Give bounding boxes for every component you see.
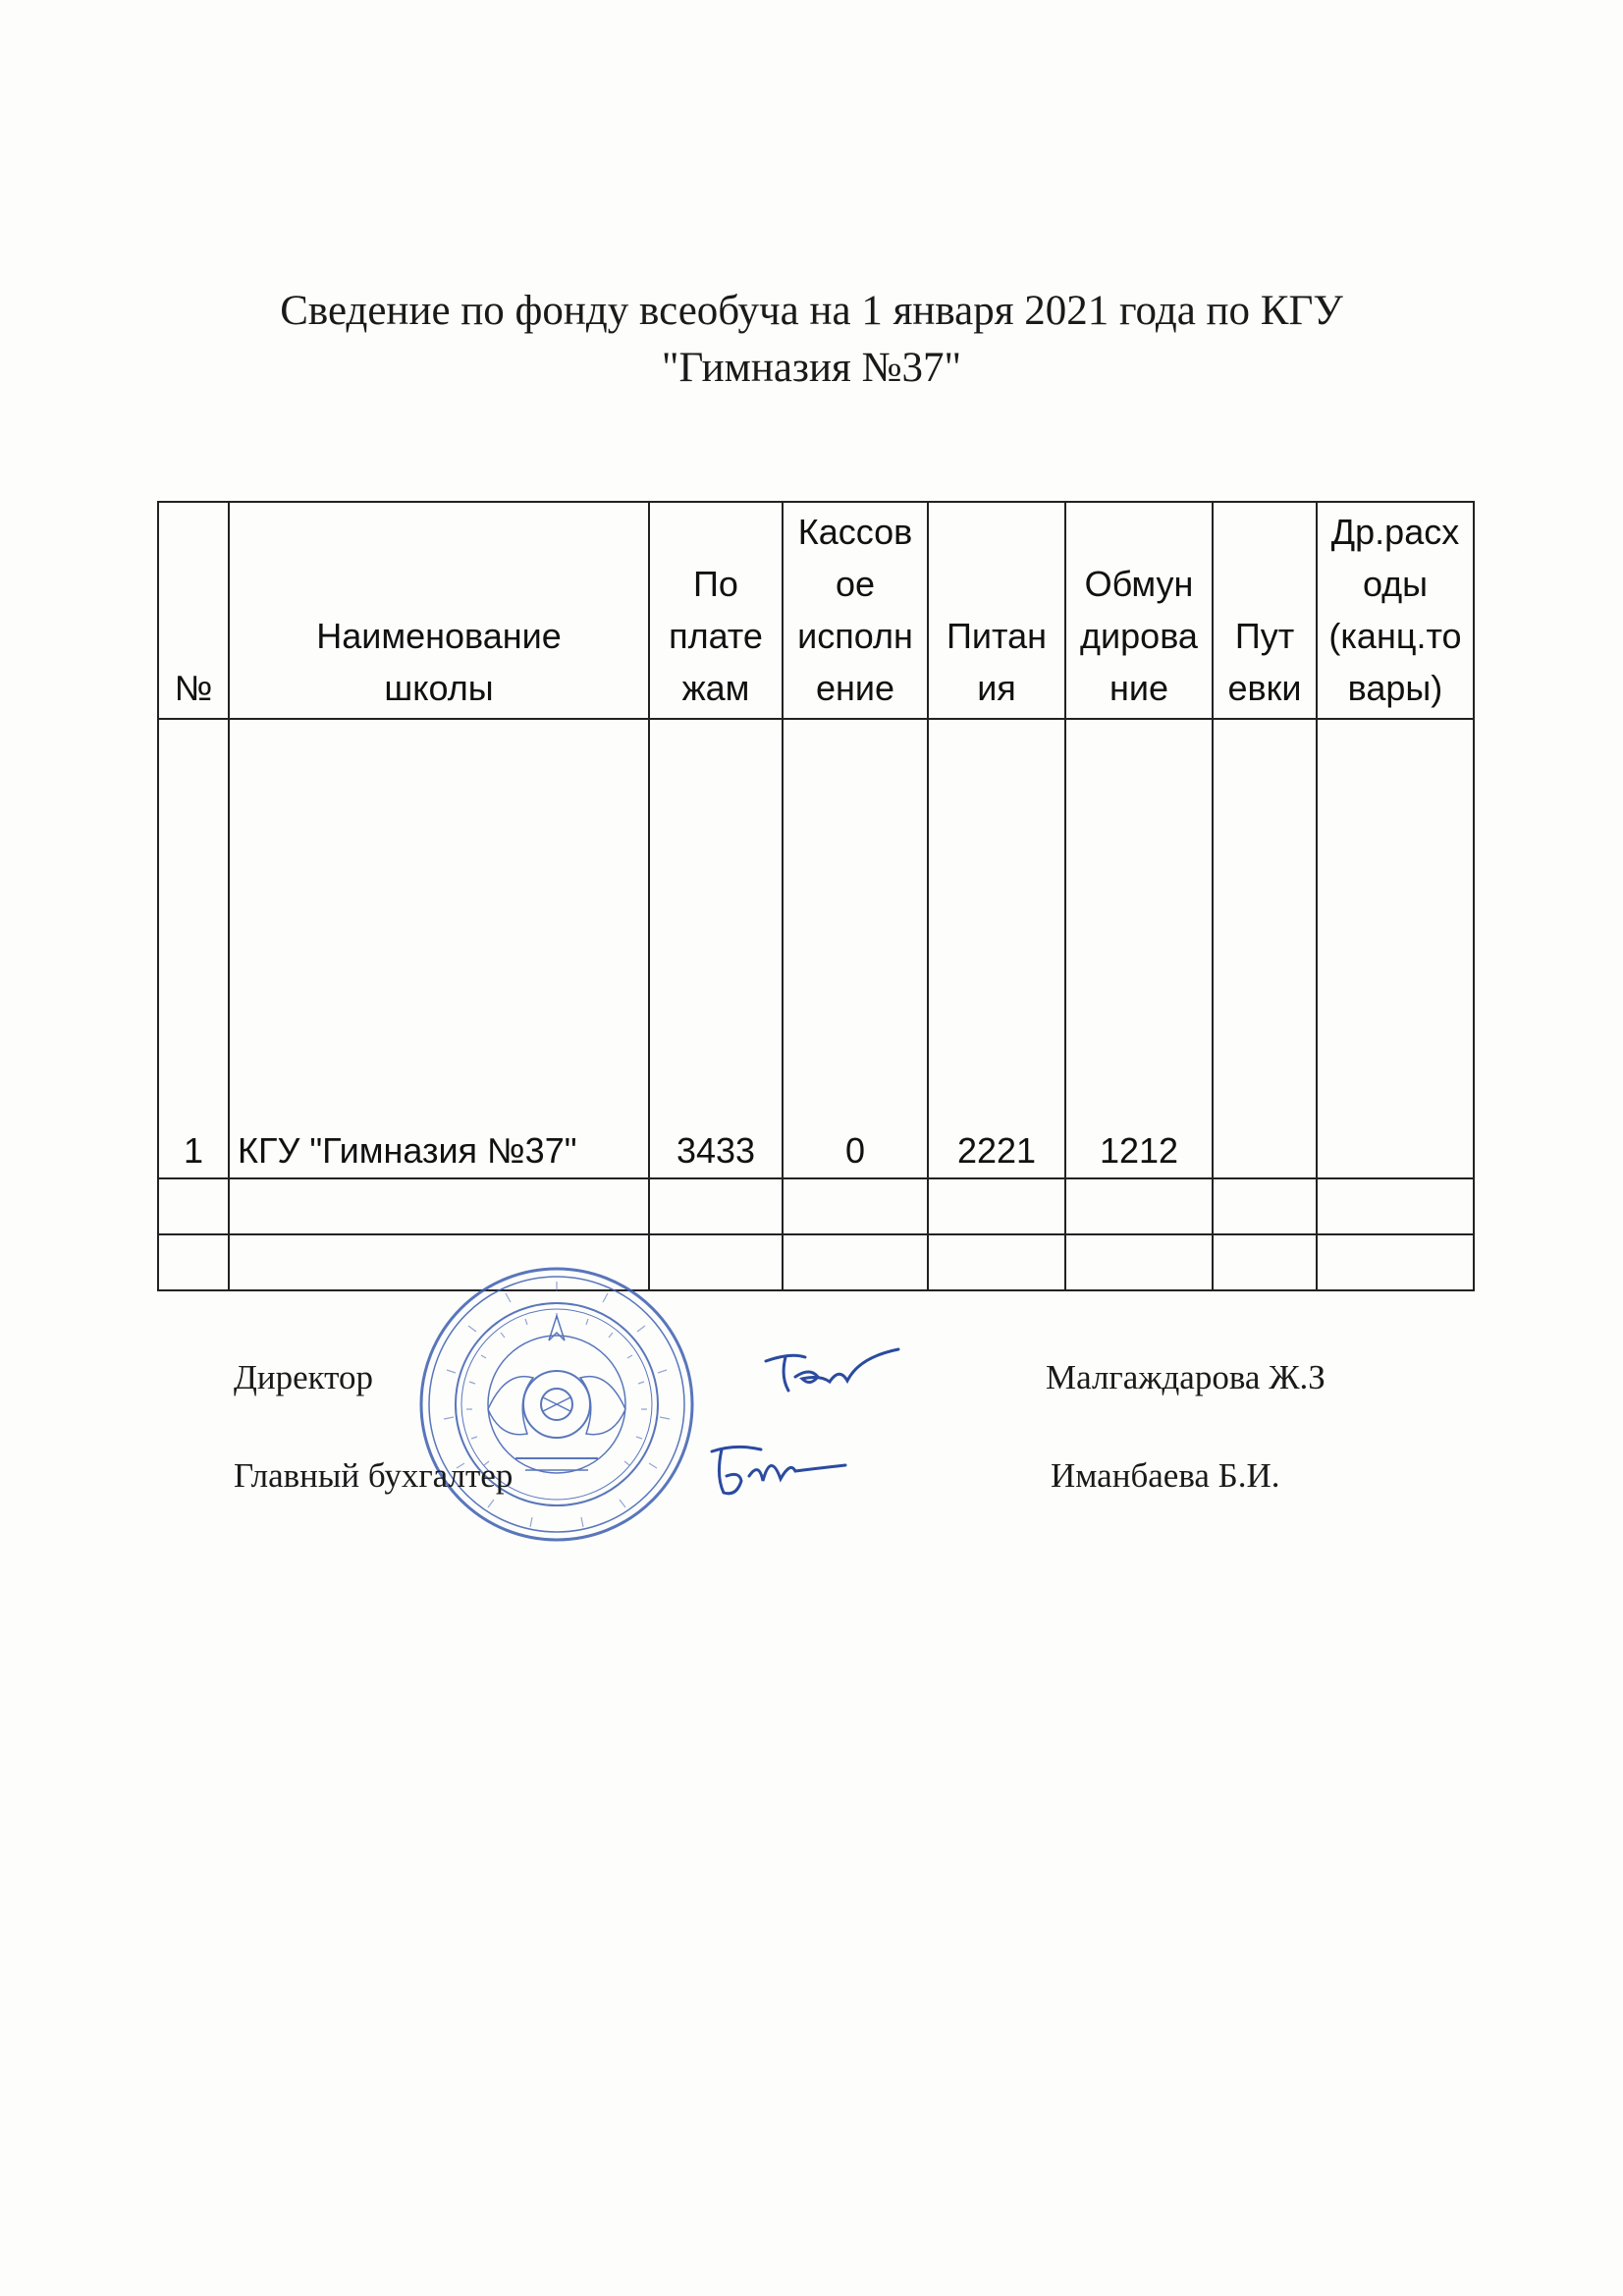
cell-uniforms: 1212 [1065, 719, 1213, 1178]
table-cell [1317, 1234, 1474, 1290]
table-cell [158, 1178, 229, 1234]
cell-vouchers [1213, 719, 1317, 1178]
director-signature-icon [761, 1347, 903, 1401]
table-cell [928, 1178, 1065, 1234]
table-cell [229, 1178, 649, 1234]
title-line-2: "Гимназия №37" [661, 345, 962, 391]
table-cell [1317, 1178, 1474, 1234]
table-cell [783, 1234, 928, 1290]
table-header-row [158, 502, 1474, 719]
table-cell [1213, 1234, 1317, 1290]
table-row [158, 719, 1474, 1178]
cell-school-name: КГУ "Гимназия №37" [229, 719, 649, 1178]
round-seal-icon [417, 1262, 697, 1547]
cell-number: 1 [158, 719, 229, 1178]
director-name: Малгаждарова Ж.З [1046, 1358, 1325, 1396]
accountant-name: Иманбаева Б.И. [1051, 1456, 1280, 1495]
cell-other-expenses [1317, 719, 1474, 1178]
document-title [0, 283, 1623, 397]
table-cell [1213, 1178, 1317, 1234]
header-cash-execution: Кассов ое исполн ение [783, 502, 928, 719]
accountant-signature-icon [702, 1442, 849, 1501]
accountant-label: Главный бухгалтер [234, 1456, 514, 1495]
director-label: Директор [234, 1358, 374, 1396]
header-meals: Питан ия [928, 502, 1065, 719]
header-payments: По плате жам [649, 502, 783, 719]
cell-cash-execution: 0 [783, 719, 928, 1178]
table-cell [1065, 1234, 1213, 1290]
table-row [158, 1234, 1474, 1290]
cell-payments: 3433 [649, 719, 783, 1178]
header-number: № [158, 502, 229, 719]
header-other-expenses: Др.расх оды (канц.то вары) [1317, 502, 1474, 719]
header-uniforms: Обмун дирова ние [1065, 502, 1213, 719]
header-school-name: Наименование школы [229, 502, 649, 719]
cell-meals: 2221 [928, 719, 1065, 1178]
table-cell [158, 1234, 229, 1290]
table-cell [649, 1178, 783, 1234]
table-cell [1065, 1178, 1213, 1234]
title-line-1: Сведение по фонду всеобуча на 1 января 2021 года по КГУ [280, 288, 1343, 334]
fund-table [157, 501, 1475, 1291]
header-vouchers: Пут евки [1213, 502, 1317, 719]
table-row [158, 1178, 1474, 1234]
table-cell [783, 1178, 928, 1234]
table-cell [928, 1234, 1065, 1290]
